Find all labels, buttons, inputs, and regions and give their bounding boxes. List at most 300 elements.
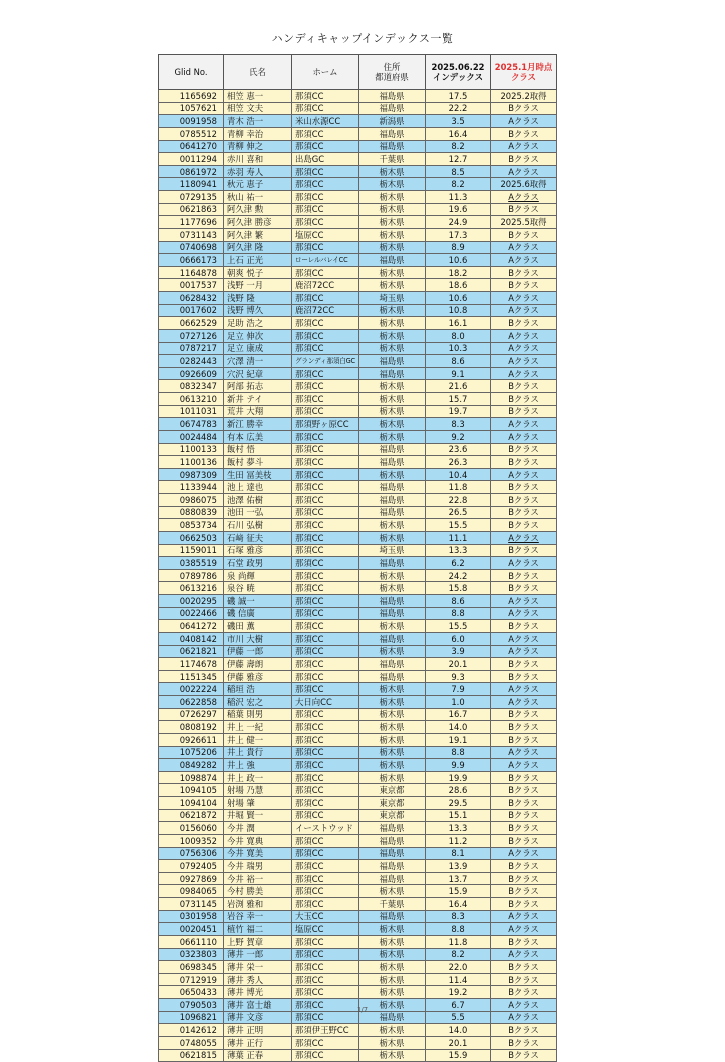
cell-pref: 埼玉県 — [359, 292, 426, 305]
cell-class: Aクラス — [491, 683, 557, 696]
cell-index: 15.5 — [426, 519, 491, 532]
table-row — [159, 885, 557, 898]
cell-class: Bクラス — [491, 380, 557, 393]
cell-index: 21.6 — [426, 380, 491, 393]
cell-glid: 0650433 — [159, 986, 224, 999]
cell-index: 11.4 — [426, 973, 491, 986]
cell-index: 8.2 — [426, 140, 491, 153]
col-name-header: 氏名 — [224, 55, 292, 90]
cell-glid: 1165692 — [159, 90, 224, 103]
cell-index: 14.0 — [426, 1024, 491, 1037]
cell-name: 伊藤 一郎 — [224, 645, 292, 658]
cell-glid: 0022224 — [159, 683, 224, 696]
cell-index: 8.9 — [426, 241, 491, 254]
cell-class: Aクラス — [491, 632, 557, 645]
cell-name: 磯田 薫 — [224, 620, 292, 633]
cell-glid: 1011031 — [159, 405, 224, 418]
cell-index: 26.3 — [426, 456, 491, 469]
cell-name: 今井 裕一 — [224, 872, 292, 885]
cell-class: Aクラス — [491, 430, 557, 443]
cell-home: 那須CC — [292, 860, 359, 873]
cell-name: 井上 政一 — [224, 771, 292, 784]
cell-glid: 0748055 — [159, 1036, 224, 1049]
cell-glid: 0731143 — [159, 228, 224, 241]
cell-pref: 栃木県 — [359, 418, 426, 431]
table-row — [159, 696, 557, 709]
cell-home: 那須CC — [292, 1011, 359, 1024]
cell-name: 赤羽 寿人 — [224, 165, 292, 178]
cell-pref: 福島県 — [359, 658, 426, 671]
table-row — [159, 443, 557, 456]
cell-class: Bクラス — [491, 494, 557, 507]
cell-home: 那須CC — [292, 569, 359, 582]
table-row — [159, 519, 557, 532]
cell-index: 8.6 — [426, 595, 491, 608]
table-row — [159, 1049, 557, 1062]
table-row — [159, 670, 557, 683]
cell-index: 8.3 — [426, 910, 491, 923]
cell-class: Bクラス — [491, 203, 557, 216]
cell-index: 9.2 — [426, 430, 491, 443]
cell-home: 那須CC — [292, 342, 359, 355]
cell-index: 8.3 — [426, 418, 491, 431]
cell-name: 射場 肇 — [224, 797, 292, 810]
cell-class: Aクラス — [491, 292, 557, 305]
cell-pref: 福島県 — [359, 443, 426, 456]
cell-name: 秋元 恵子 — [224, 178, 292, 191]
cell-home: 那須CC — [292, 999, 359, 1012]
cell-glid: 0156060 — [159, 822, 224, 835]
cell-home: 那須CC — [292, 935, 359, 948]
cell-glid: 1096821 — [159, 1011, 224, 1024]
cell-class: Aクラス — [491, 746, 557, 759]
cell-pref: 栃木県 — [359, 191, 426, 204]
cell-name: 相笠 文夫 — [224, 102, 292, 115]
cell-class: Aクラス — [491, 948, 557, 961]
cell-class: Bクラス — [491, 519, 557, 532]
cell-home: 那須CC — [292, 494, 359, 507]
cell-glid: 0853734 — [159, 519, 224, 532]
cell-class: Aクラス — [491, 847, 557, 860]
cell-glid: 0785512 — [159, 127, 224, 140]
cell-pref: 東京都 — [359, 784, 426, 797]
table-row — [159, 557, 557, 570]
cell-class: Aクラス — [491, 923, 557, 936]
cell-pref: 東京都 — [359, 809, 426, 822]
cell-pref: 栃木県 — [359, 771, 426, 784]
cell-name: 井上 一紀 — [224, 721, 292, 734]
cell-class: Aクラス — [491, 140, 557, 153]
table-row — [159, 355, 557, 368]
cell-name: 岩渕 雅和 — [224, 898, 292, 911]
cell-home: 那須野ヶ原CC — [292, 418, 359, 431]
cell-class: Bクラス — [491, 986, 557, 999]
table-row — [159, 342, 557, 355]
cell-pref: 栃木県 — [359, 1024, 426, 1037]
cell-glid: 1075206 — [159, 746, 224, 759]
cell-home: 那須伊王野CC — [292, 1024, 359, 1037]
cell-glid: 0621815 — [159, 1049, 224, 1062]
cell-home: 那須CC — [292, 809, 359, 822]
cell-home: 那須CC — [292, 658, 359, 671]
cell-pref: 福島県 — [359, 456, 426, 469]
cell-class: Bクラス — [491, 809, 557, 822]
table-row — [159, 165, 557, 178]
cell-glid: 0712919 — [159, 973, 224, 986]
cell-home: 那須CC — [292, 948, 359, 961]
cell-index: 3.5 — [426, 115, 491, 128]
cell-name: 池上 達也 — [224, 481, 292, 494]
cell-index: 16.1 — [426, 317, 491, 330]
cell-glid: 0731145 — [159, 898, 224, 911]
cell-index: 11.1 — [426, 531, 491, 544]
cell-class: Bクラス — [491, 670, 557, 683]
cell-home: 那須CC — [292, 898, 359, 911]
cell-class: Aクラス — [491, 241, 557, 254]
cell-name: 穴沢 紀章 — [224, 367, 292, 380]
cell-glid: 0729135 — [159, 191, 224, 204]
cell-index: 23.6 — [426, 443, 491, 456]
table-row — [159, 254, 557, 267]
cell-home: 那須CC — [292, 973, 359, 986]
cell-class: Bクラス — [491, 443, 557, 456]
cell-glid: 0808192 — [159, 721, 224, 734]
cell-name: 井上 強 — [224, 759, 292, 772]
cell-pref: 栃木県 — [359, 317, 426, 330]
cell-index: 13.7 — [426, 872, 491, 885]
cell-home: 那須CC — [292, 329, 359, 342]
cell-glid: 0792405 — [159, 860, 224, 873]
cell-glid: 0927869 — [159, 872, 224, 885]
cell-home: 那須CC — [292, 683, 359, 696]
cell-name: 泉 尚輝 — [224, 569, 292, 582]
cell-index: 14.0 — [426, 721, 491, 734]
cell-name: 青柳 幸治 — [224, 127, 292, 140]
cell-name: 青木 浩一 — [224, 115, 292, 128]
col-glid-header: Glid No. — [159, 55, 224, 90]
cell-name: 足助 浩之 — [224, 317, 292, 330]
table-row — [159, 822, 557, 835]
cell-pref: 福島県 — [359, 607, 426, 620]
cell-index: 16.4 — [426, 127, 491, 140]
cell-class: Aクラス — [491, 342, 557, 355]
cell-pref: 栃木県 — [359, 961, 426, 974]
cell-pref: 栃木県 — [359, 531, 426, 544]
cell-glid: 0091958 — [159, 115, 224, 128]
table-row — [159, 140, 557, 153]
cell-pref: 福島県 — [359, 494, 426, 507]
cell-class: Aクラス — [491, 165, 557, 178]
cell-name: 上石 正光 — [224, 254, 292, 267]
cell-pref: 福島県 — [359, 872, 426, 885]
cell-pref: 栃木県 — [359, 1036, 426, 1049]
cell-home: 那須CC — [292, 557, 359, 570]
cell-class: Aクラス — [491, 304, 557, 317]
cell-class: Aクラス — [491, 355, 557, 368]
cell-index: 28.6 — [426, 784, 491, 797]
cell-pref: 栃木県 — [359, 1049, 426, 1062]
cell-index: 19.9 — [426, 771, 491, 784]
cell-home: 那須CC — [292, 607, 359, 620]
cell-index: 8.2 — [426, 178, 491, 191]
table-row — [159, 973, 557, 986]
cell-name: 阿部 拓志 — [224, 380, 292, 393]
cell-home: 那須CC — [292, 127, 359, 140]
cell-name: 岩谷 幸一 — [224, 910, 292, 923]
cell-name: 石川 弘樹 — [224, 519, 292, 532]
cell-class: Bクラス — [491, 721, 557, 734]
table-row — [159, 102, 557, 115]
page-number: 1/7 — [356, 1006, 369, 1014]
cell-pref: 栃木県 — [359, 923, 426, 936]
cell-pref: 福島県 — [359, 367, 426, 380]
cell-class: Bクラス — [491, 1049, 557, 1062]
cell-class: Aクラス — [491, 468, 557, 481]
cell-pref: 栃木県 — [359, 885, 426, 898]
cell-class: Aクラス — [491, 557, 557, 570]
cell-pref: 栃木県 — [359, 721, 426, 734]
cell-index: 10.4 — [426, 468, 491, 481]
cell-name: 上野 賀章 — [224, 935, 292, 948]
table-row — [159, 847, 557, 860]
cell-pref: 栃木県 — [359, 683, 426, 696]
cell-home: 那須CC — [292, 721, 359, 734]
cell-name: 青柳 伸之 — [224, 140, 292, 153]
cell-home: グランディ那須白GC — [292, 355, 359, 368]
cell-pref: 栃木県 — [359, 228, 426, 241]
cell-class: Bクラス — [491, 872, 557, 885]
cell-pref: 福島県 — [359, 860, 426, 873]
cell-pref: 埼玉県 — [359, 544, 426, 557]
cell-glid: 0408142 — [159, 632, 224, 645]
cell-name: 石﨑 征夫 — [224, 531, 292, 544]
cell-home: 那須CC — [292, 266, 359, 279]
table-row — [159, 178, 557, 191]
cell-glid: 0666173 — [159, 254, 224, 267]
cell-name: 井上 貴行 — [224, 746, 292, 759]
cell-glid: 0613216 — [159, 582, 224, 595]
cell-home: 那須CC — [292, 481, 359, 494]
table-row — [159, 569, 557, 582]
cell-index: 24.9 — [426, 216, 491, 229]
table-row — [159, 582, 557, 595]
cell-pref: 福島県 — [359, 355, 426, 368]
table-header-row — [159, 55, 557, 90]
table-row — [159, 367, 557, 380]
cell-pref: 千葉県 — [359, 153, 426, 166]
cell-pref: 栃木県 — [359, 582, 426, 595]
cell-pref: 福島県 — [359, 1011, 426, 1024]
cell-class: Bクラス — [491, 393, 557, 406]
cell-pref: 栃木県 — [359, 696, 426, 709]
cell-name: 植竹 福二 — [224, 923, 292, 936]
cell-class: Bクラス — [491, 834, 557, 847]
cell-index: 19.6 — [426, 203, 491, 216]
cell-glid: 1159011 — [159, 544, 224, 557]
cell-class: Bクラス — [491, 784, 557, 797]
cell-class: Aクラス — [491, 191, 557, 204]
cell-index: 5.5 — [426, 1011, 491, 1024]
cell-class: Bクラス — [491, 658, 557, 671]
cell-name: 浅野 博久 — [224, 304, 292, 317]
cell-pref: 栃木県 — [359, 405, 426, 418]
cell-home: 那須CC — [292, 140, 359, 153]
cell-index: 8.8 — [426, 607, 491, 620]
cell-glid: 0622858 — [159, 696, 224, 709]
table-row — [159, 216, 557, 229]
table-row — [159, 241, 557, 254]
cell-index: 8.8 — [426, 746, 491, 759]
table-row — [159, 430, 557, 443]
cell-glid: 1180941 — [159, 178, 224, 191]
cell-pref: 栃木県 — [359, 935, 426, 948]
cell-pref: 福島県 — [359, 632, 426, 645]
cell-home: 那須CC — [292, 797, 359, 810]
cell-name: 今井 寛美 — [224, 847, 292, 860]
cell-class: Aクラス — [491, 999, 557, 1012]
cell-home: 塩原CC — [292, 923, 359, 936]
table-row — [159, 1036, 557, 1049]
cell-glid: 0621821 — [159, 645, 224, 658]
table-row — [159, 153, 557, 166]
cell-home: 那須CC — [292, 746, 359, 759]
cell-pref: 栃木県 — [359, 948, 426, 961]
cell-home: 那須CC — [292, 1036, 359, 1049]
cell-pref: 栃木県 — [359, 759, 426, 772]
cell-name: 今井 潤 — [224, 822, 292, 835]
table-row — [159, 393, 557, 406]
cell-glid: 0385519 — [159, 557, 224, 570]
cell-glid: 0861972 — [159, 165, 224, 178]
cell-home: 那須CC — [292, 443, 359, 456]
col-index-header: 2025.06.22 インデックス — [426, 55, 491, 90]
cell-home: 大玉CC — [292, 910, 359, 923]
cell-name: 薄井 栄一 — [224, 961, 292, 974]
cell-pref: 栃木県 — [359, 430, 426, 443]
cell-index: 16.4 — [426, 898, 491, 911]
cell-glid: 0628432 — [159, 292, 224, 305]
cell-home: 那須CC — [292, 771, 359, 784]
cell-index: 9.3 — [426, 670, 491, 683]
cell-glid: 1151345 — [159, 670, 224, 683]
cell-glid: 0282443 — [159, 355, 224, 368]
cell-name: 飯村 悟 — [224, 443, 292, 456]
cell-name: 伊藤 雅彦 — [224, 670, 292, 683]
cell-name: 阿久津 勝彦 — [224, 216, 292, 229]
cell-name: 生田 冨美枝 — [224, 468, 292, 481]
cell-index: 15.9 — [426, 885, 491, 898]
cell-glid: 0832347 — [159, 380, 224, 393]
cell-home: 那須CC — [292, 872, 359, 885]
cell-home: 那須CC — [292, 632, 359, 645]
table-row — [159, 380, 557, 393]
cell-class: Bクラス — [491, 1036, 557, 1049]
cell-pref: 栃木県 — [359, 241, 426, 254]
cell-name: 薄井 正行 — [224, 1036, 292, 1049]
cell-glid: 0926611 — [159, 733, 224, 746]
cell-class: Bクラス — [491, 733, 557, 746]
cell-class: Bクラス — [491, 961, 557, 974]
table-row — [159, 203, 557, 216]
table-row — [159, 266, 557, 279]
table-row — [159, 607, 557, 620]
cell-index: 15.8 — [426, 582, 491, 595]
cell-pref: 福島県 — [359, 910, 426, 923]
cell-glid: 1057621 — [159, 102, 224, 115]
cell-index: 16.7 — [426, 708, 491, 721]
cell-glid: 0621872 — [159, 809, 224, 822]
cell-glid: 0020295 — [159, 595, 224, 608]
cell-glid: 0726297 — [159, 708, 224, 721]
cell-class: Bクラス — [491, 279, 557, 292]
cell-home: 那須CC — [292, 784, 359, 797]
cell-class: Bクラス — [491, 228, 557, 241]
cell-name: 池田 一弘 — [224, 506, 292, 519]
cell-index: 10.8 — [426, 304, 491, 317]
cell-pref: 福島県 — [359, 506, 426, 519]
table-row — [159, 948, 557, 961]
table-row — [159, 317, 557, 330]
col-pref-header: 住所 都道府県 — [359, 55, 426, 90]
cell-name: 薄井 博光 — [224, 986, 292, 999]
cell-name: 足立 伸次 — [224, 329, 292, 342]
cell-glid: 0986075 — [159, 494, 224, 507]
cell-home: 那須CC — [292, 165, 359, 178]
cell-home: 那須CC — [292, 670, 359, 683]
cell-pref: 栃木県 — [359, 645, 426, 658]
cell-class: Aクラス — [491, 329, 557, 342]
table-row — [159, 683, 557, 696]
table-row — [159, 860, 557, 873]
cell-class: Bクラス — [491, 885, 557, 898]
cell-name: 阿久津 繁 — [224, 228, 292, 241]
cell-home: 鹿沼72CC — [292, 304, 359, 317]
cell-class: 2025.6取得 — [491, 178, 557, 191]
cell-class: Aクラス — [491, 910, 557, 923]
cell-class: Bクラス — [491, 1024, 557, 1037]
cell-index: 26.5 — [426, 506, 491, 519]
table-row — [159, 481, 557, 494]
cell-home: 那須CC — [292, 531, 359, 544]
cell-home: 那須CC — [292, 847, 359, 860]
cell-index: 11.8 — [426, 481, 491, 494]
cell-class: Aクラス — [491, 607, 557, 620]
cell-glid: 0756306 — [159, 847, 224, 860]
cell-class: Bクラス — [491, 898, 557, 911]
cell-home: 那須CC — [292, 203, 359, 216]
cell-class: Aクラス — [491, 595, 557, 608]
cell-class: Bクラス — [491, 405, 557, 418]
cell-name: 新井 テイ — [224, 393, 292, 406]
cell-pref: 栃木県 — [359, 279, 426, 292]
table-row — [159, 127, 557, 140]
cell-index: 3.9 — [426, 645, 491, 658]
table-row — [159, 115, 557, 128]
cell-glid: 0674783 — [159, 418, 224, 431]
cell-index: 9.9 — [426, 759, 491, 772]
cell-glid: 0301958 — [159, 910, 224, 923]
cell-index: 29.5 — [426, 797, 491, 810]
cell-glid: 0613210 — [159, 393, 224, 406]
table-row — [159, 961, 557, 974]
cell-index: 19.2 — [426, 986, 491, 999]
cell-glid: 0740698 — [159, 241, 224, 254]
cell-pref: 東京都 — [359, 797, 426, 810]
cell-class: Bクラス — [491, 544, 557, 557]
cell-name: 薄井 文彦 — [224, 1011, 292, 1024]
cell-pref: 栃木県 — [359, 304, 426, 317]
cell-index: 8.1 — [426, 847, 491, 860]
